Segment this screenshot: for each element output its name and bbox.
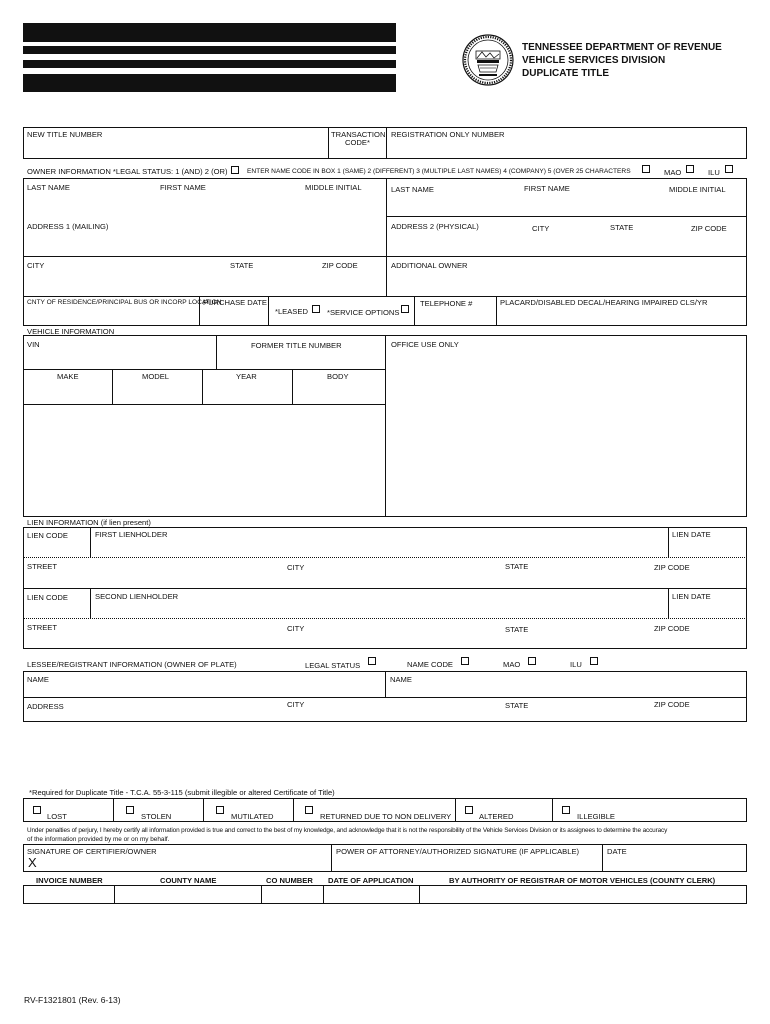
lien-state2-label: STATE [505,625,529,634]
lessee-name-code-checkbox[interactable] [461,657,469,665]
header-agency: TENNESSEE DEPARTMENT OF REVENUE [522,42,722,53]
lien-date2-label: LIEN DATE [672,592,711,601]
perjury-statement: Under penalties of perjury, I hereby certify all information provided is true and correct to the best of my knowledge, and acknowledge that it is not the responsibility of the Vehicle Services Division or its assignees to determine the accuracy [27,827,668,834]
lessee-name2-label: NAME [390,675,412,684]
vehicle-info-heading: VEHICLE INFORMATION [27,327,115,336]
owner2-middle-initial-label: MIDDLE INITIAL [669,185,726,194]
invoice-number-header: INVOICE NUMBER [36,876,103,885]
lessee-name-label: NAME [27,675,49,684]
lien-street2-label: STREET [27,623,57,632]
lien-zip2-label: ZIP CODE [654,624,690,633]
body-label: BODY [327,372,349,381]
address2-label: ADDRESS 2 (PHYSICAL) [391,222,479,231]
legal-status-checkbox[interactable] [231,166,239,174]
owner-middle-initial-label: MIDDLE INITIAL [305,183,362,192]
new-title-number-label: NEW TITLE NUMBER [27,130,103,139]
address2-state-label: STATE [610,223,634,232]
signature-certifier-label: SIGNATURE OF CERTIFIER/OWNER [27,847,157,856]
mutilated-label: MUTILATED [231,812,274,821]
lien-code-label: LIEN CODE [27,531,68,540]
lien-date-label: LIEN DATE [672,530,711,539]
owner-state-label: STATE [230,261,254,270]
returned-checkbox[interactable] [305,806,313,814]
signature-date-label: DATE [607,847,627,856]
stolen-label: STOLEN [141,812,172,821]
address2-zip-label: ZIP CODE [691,224,727,233]
invoice-table-row[interactable] [23,885,747,904]
lessee-city-label: CITY [287,700,305,709]
mao-label: MAO [664,168,682,177]
model-label: MODEL [142,372,170,381]
authority-header: BY AUTHORITY OF REGISTRAR OF MOTOR VEHICLES (COUNTY CLERK) [449,876,716,885]
telephone-label: TELEPHONE # [420,299,473,308]
poa-signature-label: POWER OF ATTORNEY/AUTHORIZED SIGNATURE (IF APPLICABLE) [336,847,580,856]
lessee-ilu-label: ILU [570,660,582,669]
header-form-title: DUPLICATE TITLE [522,68,610,79]
returned-label: RETURNED DUE TO NON DELIVERY [320,812,452,821]
lessee-state-label: STATE [505,701,529,710]
transaction-code-label-2: CODE* [345,138,370,147]
office-use-label: OFFICE USE ONLY [391,340,459,349]
address1-label: ADDRESS 1 (MAILING) [27,222,109,231]
placard-label: PLACARD/DISABLED DECAL/HEARING IMPAIRED CLS/YR [500,298,708,307]
lessee-mao-checkbox[interactable] [528,657,536,665]
lessee-mao-label: MAO [503,660,521,669]
owner-first-name-label: FIRST NAME [160,183,206,192]
owner2-last-name-label: LAST NAME [391,185,434,194]
additional-owner-label: ADDITIONAL OWNER [391,261,468,270]
lien-code2-label: LIEN CODE [27,593,68,602]
owner-city-label: CITY [27,261,45,270]
owner-info-heading: OWNER INFORMATION *LEGAL STATUS: 1 (AND) 2 (OR) [27,167,228,176]
lien-state-label: STATE [505,562,529,571]
altered-checkbox[interactable] [465,806,473,814]
header-division: VEHICLE SERVICES DIVISION [522,55,666,66]
county-residence-label: CNTY OF RESIDENCE/PRINCIPAL BUS OR INCORP LOCATION [27,299,222,306]
redaction-bar-4 [23,74,396,92]
lost-label: LOST [47,812,67,821]
state-seal-icon [462,34,514,86]
co-number-header: CO NUMBER [266,876,313,885]
lien-city2-label: CITY [287,624,305,633]
lessee-legal-status-label: LEGAL STATUS [305,661,361,670]
transaction-code-label: TRANSACTION [331,130,386,139]
second-lienholder-label: SECOND LIENHOLDER [95,592,179,601]
owner2-first-name-label: FIRST NAME [524,184,570,193]
stolen-checkbox[interactable] [126,806,134,814]
altered-label: ALTERED [479,812,514,821]
form-number: RV-F1321801 (Rev. 6-13) [24,995,121,1005]
purchase-date-label: PURCHASE DATE [203,298,267,307]
lessee-zip-label: ZIP CODE [654,700,690,709]
name-code-note: ENTER NAME CODE IN BOX 1 (SAME) 2 (DIFFERENT) 3 (MULTIPLE LAST NAMES) 4 (COMPANY) 5 (OVER 25 CHARACTERS [247,168,631,175]
year-label: YEAR [236,372,257,381]
required-note: *Required for Duplicate Title - T.C.A. 55-3-115 (submit illegible or altered Certificate of Title) [29,788,335,797]
leased-checkbox[interactable] [312,305,320,313]
service-options-label: *SERVICE OPTIONS [327,308,400,317]
ilu-checkbox[interactable] [725,165,733,173]
lost-checkbox[interactable] [33,806,41,814]
registration-only-label: REGISTRATION ONLY NUMBER [391,130,505,139]
lessee-ilu-checkbox[interactable] [590,657,598,665]
illegible-checkbox[interactable] [562,806,570,814]
redaction-bar-2 [23,46,396,54]
owner-zip-label: ZIP CODE [322,261,358,270]
lessee-name-code-label: NAME CODE [407,660,453,669]
former-title-label: FORMER TITLE NUMBER [251,341,342,350]
lien-zip-label: ZIP CODE [654,563,690,572]
mutilated-checkbox[interactable] [216,806,224,814]
lessee-address-label: ADDRESS [27,702,64,711]
lessee-legal-status-checkbox[interactable] [368,657,376,665]
redaction-bar-3 [23,60,396,68]
make-label: MAKE [57,372,79,381]
lien-info-heading: LIEN INFORMATION (if lien present) [27,518,151,527]
service-options-checkbox[interactable] [401,305,409,313]
date-of-application-header: DATE OF APPLICATION [328,876,414,885]
vin-label: VIN [27,340,40,349]
ilu-label: ILU [708,168,720,177]
redaction-bar-1 [23,23,396,42]
county-name-header: COUNTY NAME [160,876,217,885]
leased-label: *LEASED [275,307,308,316]
lien-city-label: CITY [287,563,305,572]
address2-city-label: CITY [532,224,550,233]
illegible-label: ILLEGIBLE [577,812,615,821]
lien-street-label: STREET [27,562,57,571]
owner-last-name-label: LAST NAME [27,183,70,192]
first-lienholder-label: FIRST LIENHOLDER [95,530,168,539]
lessee-heading: LESSEE/REGISTRANT INFORMATION (OWNER OF PLATE) [27,660,237,669]
mao-checkbox[interactable] [686,165,694,173]
name-code-checkbox[interactable] [642,165,650,173]
perjury-statement-2: of the information provided by me or on my behalf. [27,836,170,843]
signature-x-mark[interactable]: X [28,855,37,870]
